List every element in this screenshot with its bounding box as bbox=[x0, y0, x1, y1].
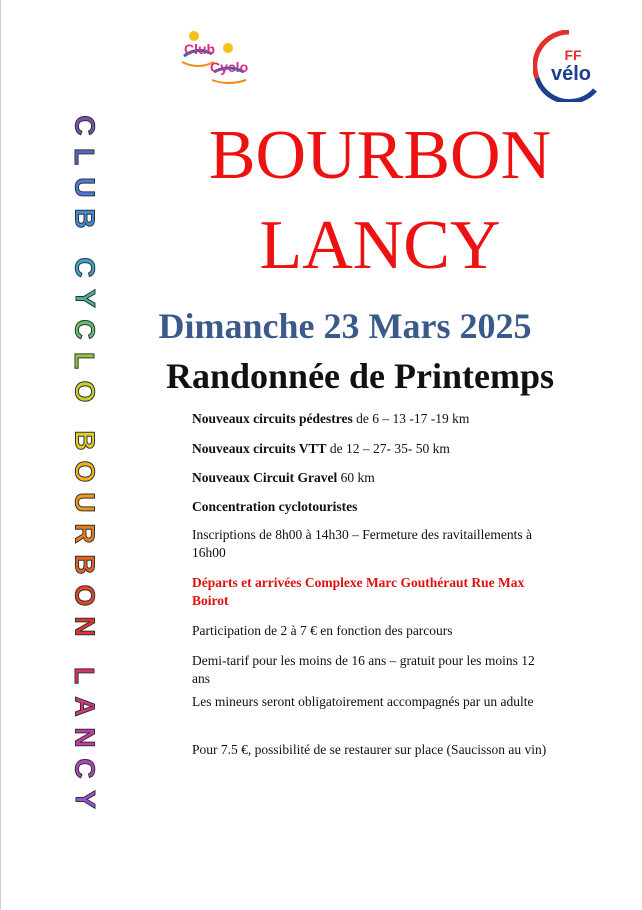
vertical-word-bourbon bbox=[69, 425, 101, 642]
svg-text:Club: Club bbox=[184, 41, 216, 57]
vertical-letter: N bbox=[69, 727, 101, 748]
vertical-letter: B bbox=[69, 430, 101, 451]
title-line-2: LANCY bbox=[259, 207, 501, 284]
vertical-letter: O bbox=[69, 460, 101, 483]
svg-text:vélo: vélo bbox=[550, 63, 592, 85]
vertical-word-lancy bbox=[69, 660, 101, 815]
detail-vtt: Nouveaux circuits VTT de 12 – 27- 35- 50 km bbox=[192, 441, 450, 456]
detail-half-price: Demi-tarif pour les moins de 16 ans – gratuit pour les moins 12 ans bbox=[192, 653, 535, 686]
vertical-letter: L bbox=[69, 147, 101, 166]
vertical-letter: L bbox=[69, 666, 101, 685]
detail-start-location: Départs et arrivées Complexe Marc Gouthéraut Rue Max Boirot bbox=[192, 575, 525, 608]
event-date: Dimanche 23 Mars 2025 bbox=[158, 306, 532, 346]
detail-minors: Les mineurs seront obligatoirement accompagnés par un adulte bbox=[192, 694, 534, 709]
detail-price: Participation de 2 à 7 € en fonction des parcours bbox=[192, 623, 453, 638]
vertical-letter: C bbox=[69, 319, 101, 340]
vertical-letter: B bbox=[69, 208, 101, 229]
vertical-letter: U bbox=[69, 492, 101, 513]
vertical-letter: C bbox=[69, 115, 101, 136]
vertical-letter: C bbox=[69, 758, 101, 779]
vertical-letter: R bbox=[69, 523, 101, 544]
vertical-word-cyclo bbox=[69, 252, 101, 407]
vertical-letter: B bbox=[69, 554, 101, 575]
detail-concentration: Concentration cyclotouristes bbox=[192, 499, 358, 514]
detail-meal: Pour 7.5 €, possibilité de se restaurer sur place (Saucisson au vin) bbox=[192, 742, 547, 757]
vertical-letter: U bbox=[69, 177, 101, 198]
ff-velo-logo bbox=[533, 30, 605, 102]
detail-gravel: Nouveaux Circuit Gravel 60 km bbox=[192, 470, 375, 485]
vertical-letter: L bbox=[69, 351, 101, 370]
vertical-letter: C bbox=[69, 257, 101, 278]
vertical-letter: A bbox=[69, 696, 101, 717]
svg-text:Cyclo: Cyclo bbox=[210, 59, 249, 75]
page-edge bbox=[0, 0, 1, 910]
vertical-letter: O bbox=[69, 584, 101, 607]
svg-text:FF: FF bbox=[564, 47, 582, 63]
event-subtitle: Randonnée de Printemps bbox=[165, 356, 555, 396]
detail-pedestrian: Nouveaux circuits pédestres de 6 – 13 -17 -19 km bbox=[192, 411, 470, 426]
detail-registration: Inscriptions de 8h00 à 14h30 – Fermeture des ravitaillements à 16h00 bbox=[192, 527, 533, 560]
vertical-letter: N bbox=[69, 616, 101, 637]
vertical-letter: O bbox=[69, 380, 101, 403]
vertical-club-name bbox=[50, 110, 120, 833]
title-line-1: BOURBON bbox=[208, 117, 552, 194]
vertical-word-club bbox=[69, 110, 101, 234]
vertical-letter: Y bbox=[69, 790, 101, 809]
vertical-letter: Y bbox=[69, 289, 101, 308]
club-cyclo-logo bbox=[178, 28, 250, 90]
